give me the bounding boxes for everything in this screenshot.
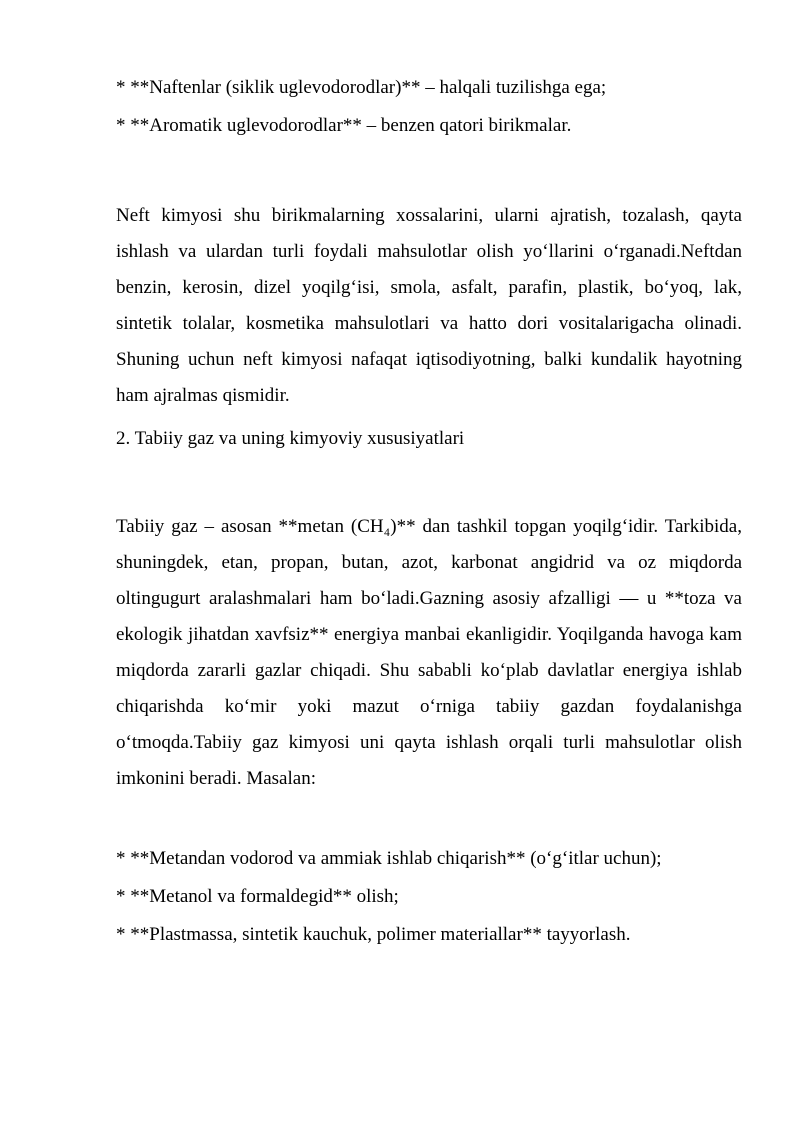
list-item: * **Metanol va formaldegid** olish; [116, 886, 399, 907]
document-page [116, 76, 742, 947]
list-item: * **Aromatik uglevodorodlar** – benzen qatori birikmalar. [116, 115, 572, 136]
section-heading: 2. Tabiiy gaz va uning kimyoviy xususiyatlari [116, 428, 465, 449]
paragraph: Tabiiy gaz – asosan **metan (CH₄)** dan tashkil topgan yoqilg‘idir. Tarkibida, shuningdek, etan, propan, butan, azot, karbonat angidrid va oz miqdorda oltingugurt aralashmalari ham bo‘ladi.Gazning asosiy afzalligi — u **toza va ekologik jihatdan xavfsiz** energiya manbai ekanligidir. Yoqilganda havoga kam miqdorda zararli gazlar chiqadi. Shu sababli ko‘plab davlatlar energiya ishlab chiqarishda ko‘mir yoki mazut o‘rniga tabiiy gazdan foydalanishga o‘tmoqda.Tabiiy gaz kimyosi uni qayta ishlash orqali turli mahsulotlar olish imkonini beradi. Masalan: [116, 516, 742, 789]
list-item: * **Plastmassa, sintetik kauchuk, polimer materiallar** tayyorlash. [116, 924, 631, 945]
list-item: * **Metandan vodorod va ammiak ishlab chiqarish** (o‘g‘itlar uchun); [116, 848, 662, 869]
paragraph: Neft kimyosi shu birikmalarning xossalarini, ularni ajratish, tozalash, qayta ishlash va ulardan turli foydali mahsulotlar olish yo‘llarini o‘rganadi.Neftdan benzin, kerosin, dizel yoqilg‘isi, smola, asfalt, parafin, plastik, bo‘yoq, lak, sintetik tolalar, kosmetika mahsulotlari va hatto dori vositalarigacha olinadi. Shuning uchun neft kimyosi nafaqat iqtisodiyotning, balki kundalik hayotning ham ajralmas qismidir. [116, 205, 742, 406]
list-item: * **Naftenlar (siklik uglevodorodlar)** – halqali tuzilishga ega; [116, 77, 607, 98]
